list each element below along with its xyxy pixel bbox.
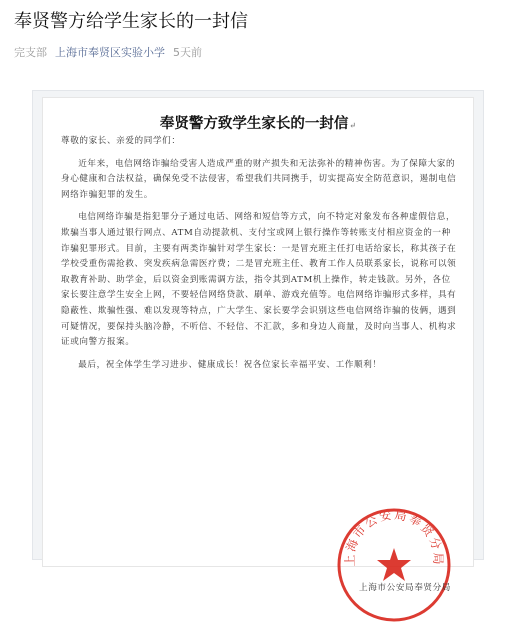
publisher-link[interactable]: 上海市奉贤区实验小学 [55,46,165,59]
letter-paragraph: 最后，祝全体学生学习进步、健康成长！祝各位家长幸福平安、工作顺利！ [78,359,382,370]
article-source: 完支部 [14,46,47,59]
article-time: 5天前 [173,46,202,59]
letter-paragraph: 电信网络诈骗是指犯罪分子通过电话、网络和短信等方式，向不特定对象发布各种虚假信息，欺骗当事人通过银行网点、ATM自动提款机、支付宝或网上银行操作等转账支付相应资金的一种诈骗犯罪形式。目前，主要有两类诈骗针对学生家长：一是冒充班主任打电话给家长，称其孩子在学校受重伤需抢救、突发疾病急需医疗费；二是冒充班主任、教育工作人员联系家长，说称可以领取教育补助、助学金，后以资金到账需调方法，指令其到ATM机上操作，转走钱款。另外，各位家长要注意学生安全上网，不要轻信网络贷款、刷单、游戏充值等。电信网络诈骗形式多样，具有隐蔽性、欺骗性强、难以发现等特点，广大学生、家长要学会识别这些电信网络诈骗的伎俩，遇到可疑情况，要保持头脑冷静，不听信、不轻信、不汇款，多和身边人商量，及时向当事人、机构求证或向警方报案。 [61,212,457,348]
letter-signature: 上海市公安局奉贤分局 [359,583,451,593]
article-meta [14,44,503,60]
letter-paragraph: 近年来，电信网络诈骗给受害人造成严重的财产损失和无法弥补的精神伤害。为了保障大家的身心健康和合法权益，确保免受不法侵害，希望我们共同携手，切实提高安全防范意识，遏制电信网络诈骗犯罪的发生。 [61,158,457,200]
letter-page [42,97,474,593]
letter-body [61,134,459,373]
letter-image-frame [32,90,484,593]
seal-text: 上海市公安局奉贤分局 [342,507,446,567]
official-seal-stamp [335,506,453,624]
letter-heading: 奉贤警方致学生家长的一封信↵ [159,115,357,132]
letter-salutation: 尊敬的家长、亲爱的同学们： [61,136,181,146]
article-header [14,10,503,60]
article-title: 奉贤警方给学生家长的一封信 [14,11,248,32]
